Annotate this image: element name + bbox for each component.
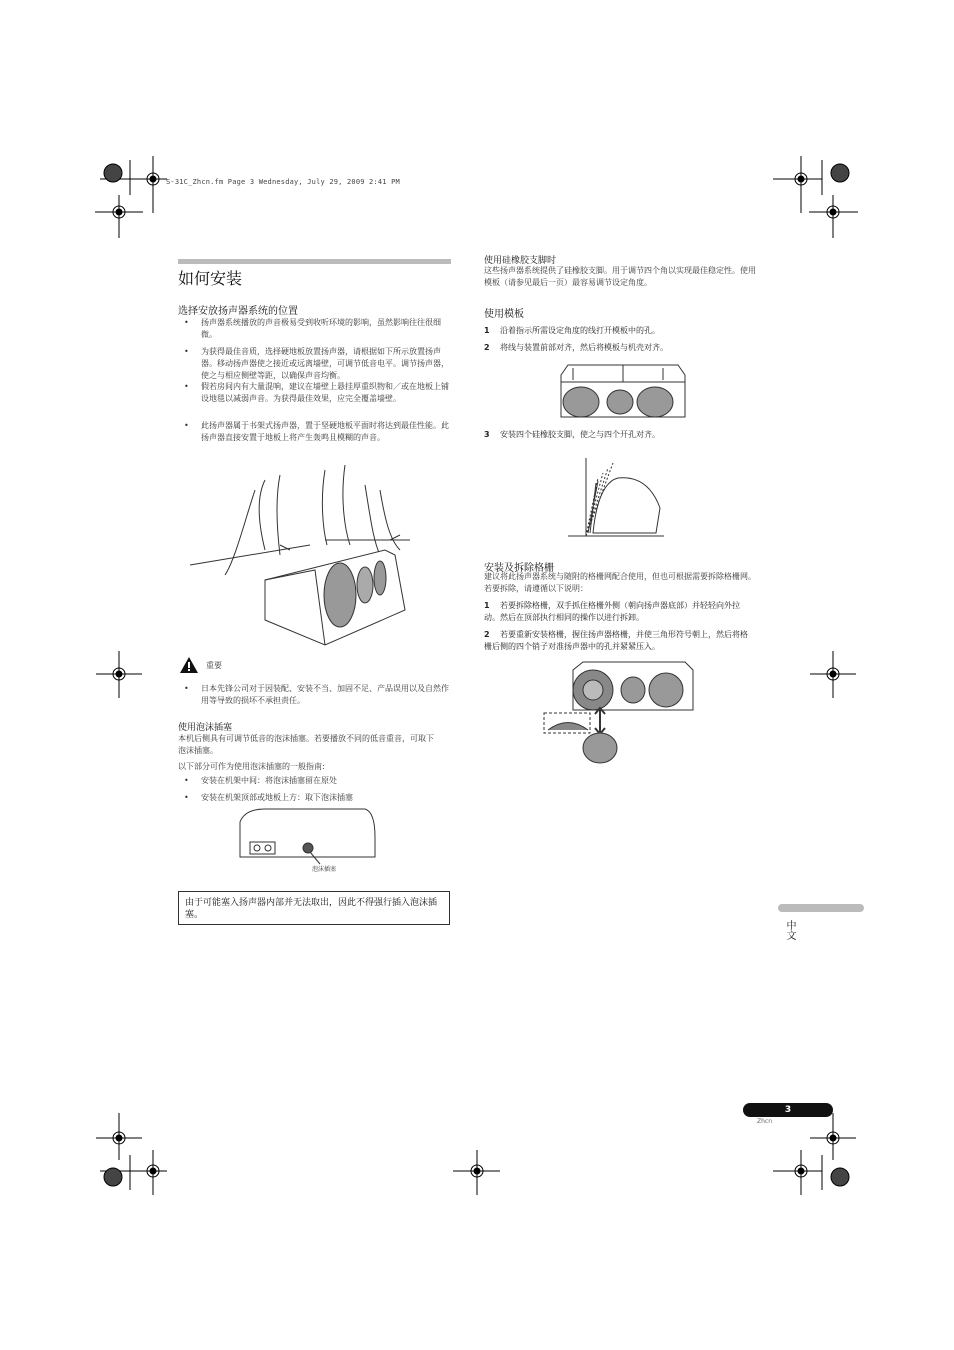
foam-plug-illustration (235, 807, 385, 877)
section-heading-placement: 选择安放扬声器系统的位置 (178, 306, 298, 317)
file-info-header: S-31C_Zhcn.fm Page 3 Wednesday, July 29, 2009 2:41 PM (166, 178, 400, 186)
speaker-placement-illustration (185, 460, 455, 650)
title-bar (178, 259, 451, 264)
grille-installation-illustration (543, 660, 703, 765)
foam-paragraph-1: 本机后侧具有可调节低音的泡沫插塞。若要播放不同的低音重音，可取下泡沫插塞。 (178, 734, 434, 755)
language-tab-bar (778, 904, 864, 912)
section-heading-rubber: 使用硅橡胶支脚时 (484, 256, 557, 266)
warning-box: 由于可能塞入扬声器内部并无法取出，因此不得强行插入泡沫插塞。 (178, 891, 450, 925)
important-label: 重要 (206, 661, 222, 670)
page-number: 3 (743, 1103, 833, 1117)
section-heading-template: 使用模板 (484, 309, 524, 320)
section-heading-foam: 使用泡沫插塞 (178, 723, 233, 733)
template-alignment-illustration (558, 360, 688, 420)
grille-paragraph: 建议将此扬声器系统与随附的格栅网配合使用，但也可根据需要拆除格栅网。若要拆除，请遵循以下说明： (484, 572, 756, 593)
language-label: 中文 (784, 920, 795, 940)
page-title: 如何安装 (178, 269, 243, 288)
language-code: Zhcn (757, 1118, 773, 1125)
rubber-feet-angle-illustration (568, 453, 668, 538)
foam-paragraph-2: 以下部分可作为使用泡沫插塞的一般指南: (178, 762, 325, 771)
section-heading-grille: 安装及拆除格栅 (484, 563, 554, 574)
foam-plug-label: 泡沫插塞 (312, 866, 337, 873)
warning-icon (179, 656, 199, 674)
rubber-paragraph: 这些扬声器系统提供了硅橡胶支脚。用于调节四个角以实现最佳稳定性。使用模板（请参见最后一页）最容易调节设定角度。 (484, 266, 756, 287)
